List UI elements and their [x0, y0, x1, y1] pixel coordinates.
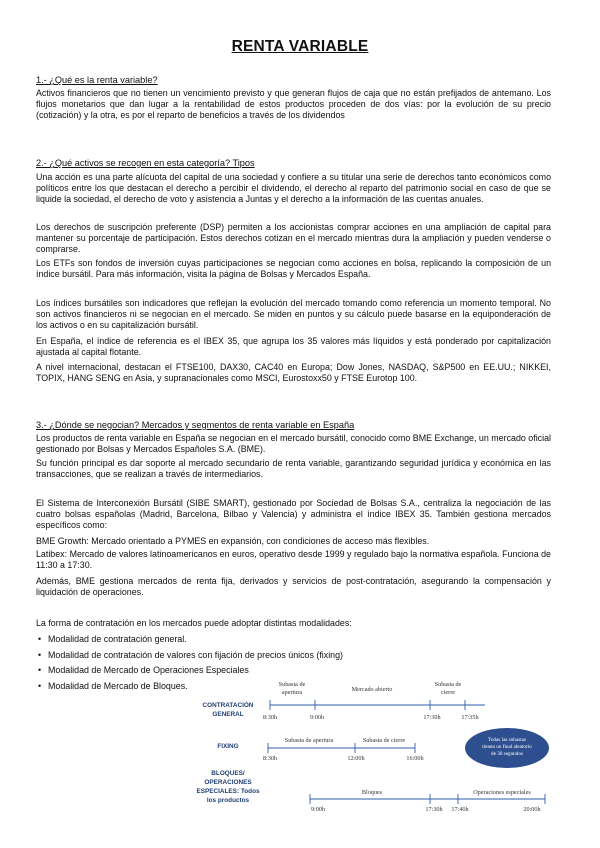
time-label: 17:30h	[425, 806, 443, 813]
row-label-blocks: ESPECIALES: Todos	[196, 788, 260, 795]
section-3-paragraph-3: El Sistema de Interconexión Bursátil (SIBE SMART), gestionado por Sociedad de Bolsas S.A., centraliza la negociación de las cuatro bolsas españolas (Madrid, Barcelona, Bilbao y Valencia) y administra el índice IBEX 35. También gestiona mercados específicos como:	[36, 498, 551, 531]
time-label: 8:30h	[262, 714, 278, 721]
section-2-paragraph-1: Una acción es una parte alícuota del capital de una sociedad y confiere a su titular una serie de derechos tanto económicos como políticos entre los que destacan el derecho a percibir el dividendo, el derecho al reparto del patrimonio social en caso de que se liquide la sociedad, el derecho de voto y asistencia a Juntas y el derecho a la información de las cuentas anuales.	[36, 172, 551, 205]
note-line-2: tienen un final aleatorio	[482, 744, 532, 750]
row-label-blocks: los productos	[206, 797, 250, 804]
section-3-paragraph-1: Los productos de renta variable en España se negocian en el mercado bursátil, conocido como BME Exchange, un mercado oficial gestionado por Bolsas y Mercados Españoles S.A. (BME).	[36, 433, 551, 455]
time-label: 17:30h	[423, 714, 441, 721]
row-label-blocks: OPERACIONES	[204, 779, 252, 786]
section-2-heading: 2.- ¿Qué activos se recogen en esta categoría? Tipos	[36, 158, 255, 168]
time-label: 17:40h	[451, 806, 469, 813]
segment-label: Mercado abierto	[351, 686, 393, 693]
section-3-heading: 3.- ¿Dónde se negocian? Mercados y segmentos de renta variable en España	[36, 420, 355, 430]
row-label-general: GENERAL	[212, 711, 244, 718]
segment-label: Bloques	[361, 789, 383, 796]
row-label-general: CONTRATACIÓN	[202, 702, 254, 709]
time-label: 17:35h	[461, 714, 479, 721]
segment-label: Subasta de cierre	[362, 737, 406, 744]
segment-label: Operaciones especiales	[473, 789, 531, 796]
list-item: • Modalidad de contratación general.	[48, 632, 343, 648]
section-2-paragraph-3: Los ETFs son fondos de inversión cuyas participaciones se negocian como acciones en bolsa, replicando la composición de un índice bursátil. Para más información, visita la página de Bolsas y Mercados España.	[36, 258, 551, 280]
row-label-fixing: FIXING	[217, 743, 239, 750]
page-title: RENTA VARIABLE	[231, 38, 369, 55]
time-label: 9:00h	[310, 806, 326, 813]
time-label: 12:00h	[347, 755, 365, 762]
time-label: 8:30h	[262, 755, 278, 762]
segment-label: Subasta de	[434, 681, 462, 688]
list-item: • Modalidad de Mercado de Bloques.	[48, 679, 343, 695]
list-item: • Modalidad de Mercado de Operaciones Especiales	[48, 663, 343, 679]
section-3-paragraph-7: La forma de contratación en los mercados puede adoptar distintas modalidades:	[36, 618, 352, 628]
row-label-blocks: BLOQUES/	[211, 770, 245, 777]
list-item: • Modalidad de contratación de valores con fijación de precios únicos (fixing)	[48, 648, 343, 664]
section-2-paragraph-5: En España, el índice de referencia es el IBEX 35, que agrupa los 35 valores más líquidos y está ponderado por capitalización ajustada al capital flotante.	[36, 336, 551, 358]
section-3-paragraph-5: Latibex: Mercado de valores latinoamericanos en euros, operativo desde 1999 y regulado bajo la normativa española. Funciona de 11:30 a 17:30.	[36, 549, 551, 571]
section-1-heading: 1.- ¿Qué es la renta variable?	[36, 75, 158, 85]
segment-label: Subasta de	[278, 681, 306, 688]
section-2-paragraph-6: A nivel internacional, destacan el FTSE100, DAX30, CAC40 en Europa; Dow Jones, NASDAQ, S&P500 en EE.UU.; NIKKEI, TOPIX, HANG SENG en Asia, y supranacionales como MSCI, Eurostoxx50 y FTSE Eurotop 100.	[36, 362, 551, 384]
segment-label: Subasta de apertura	[284, 737, 334, 744]
section-3-paragraph-4: BME Growth: Mercado orientado a PYMES en expansión, con condiciones de acceso más flexibles.	[36, 536, 430, 546]
time-label: 20:00h	[523, 806, 541, 813]
note-line-3: de 30 segundos	[491, 751, 523, 757]
section-2-paragraph-4: Los índices bursátiles son indicadores que reflejan la evolución del mercado tomando como referencia un momento temporal. No son activos financieros ni se negocian en el mercado. Se miden en puntos y su cálculo puede basarse en la equiponderación de los activos o en su capitalización bursátil.	[36, 298, 551, 331]
section-2-paragraph-2: Los derechos de suscripción preferente (DSP) permiten a los accionistas comprar acciones en una ampliación de capital para mantener su porcentaje de participación. Estos derechos cotizan en el mercado mientras dura la ampliación y pueden venderse o comprarse.	[36, 222, 551, 255]
time-label: 16:00h	[406, 755, 424, 762]
note-line-1: Todas las subastas	[488, 737, 526, 743]
time-label: 9:00h	[309, 714, 325, 721]
segment-label: apertura	[281, 689, 303, 696]
section-3-paragraph-2: Su función principal es dar soporte al mercado secundario de renta variable, garantizando seguridad jurídica y económica en las transacciones, que se realizan a través de intermediarios.	[36, 458, 551, 480]
section-1-paragraph-1: Activos financieros que no tienen un vencimiento previsto y que generan flujos de caja que no están prefijados de antemano. Los flujos monetarios que dan lugar a la rentabilidad de estos productos proceden de dos vías: por la evolución de su precio (cotización) y la otra, es por el reparto de beneficios a través de los dividendos	[36, 88, 551, 121]
segment-label: cierre	[440, 689, 456, 696]
section-3-paragraph-6: Además, BME gestiona mercados de renta fija, derivados y servicios de post-contratación, asegurando la compensación y liquidación de operaciones.	[36, 576, 551, 598]
